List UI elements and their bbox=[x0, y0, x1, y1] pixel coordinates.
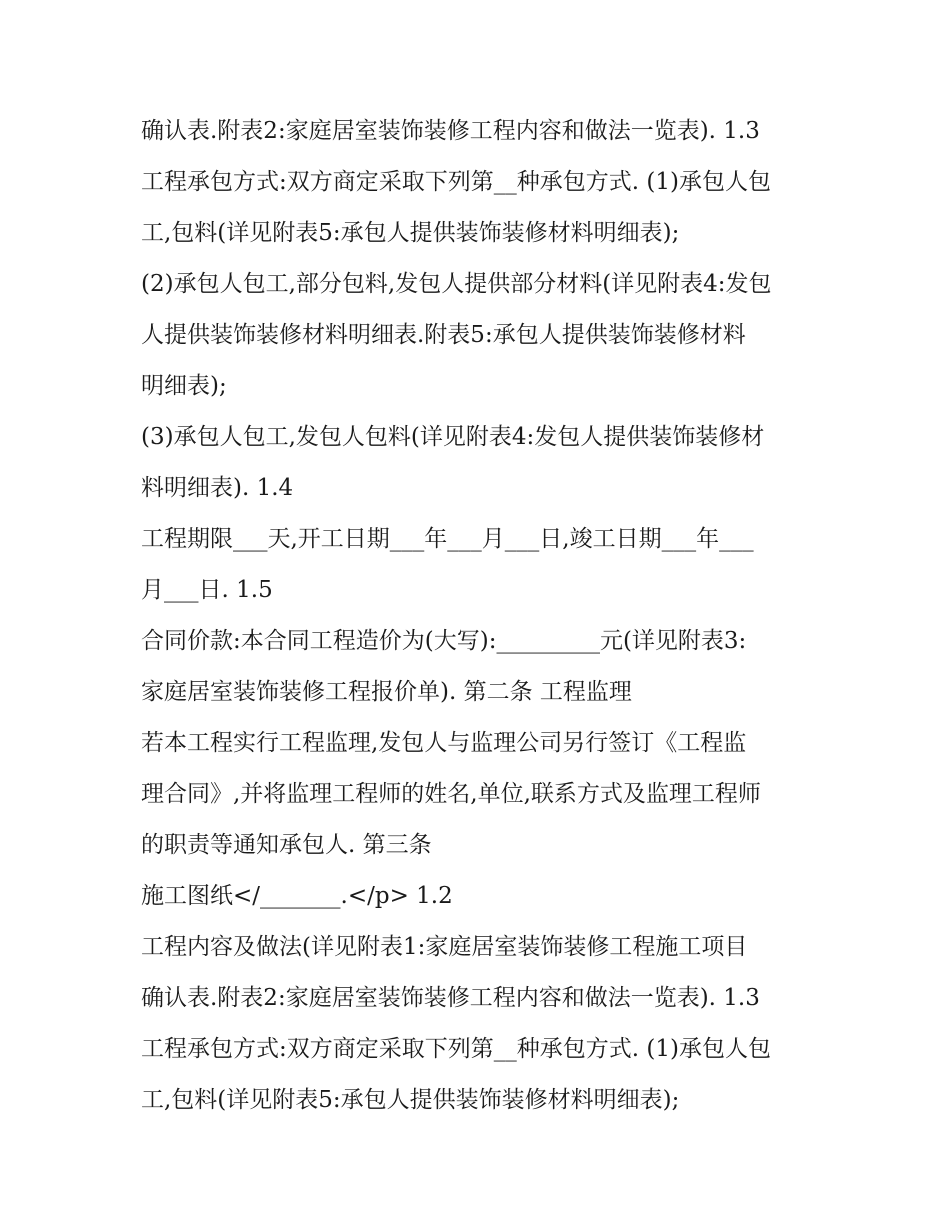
text-line: 工程期限___天,开工日期___年___月___日,竣工日期___年___ bbox=[141, 526, 754, 552]
text-line: 明细表); bbox=[141, 373, 227, 399]
text-line: 工,包料(详见附表5:承包人提供装饰装修材料明细表); bbox=[141, 220, 680, 246]
text-line: 工程承包方式:双方商定采取下列第__种承包方式. (1)承包人包 bbox=[141, 1036, 771, 1062]
text-line: 人提供装饰装修材料明细表.附表5:承包人提供装饰装修材料 bbox=[141, 322, 746, 348]
text-line: (2)承包人包工,部分包料,发包人提供部分材料(详见附表4:发包 bbox=[141, 271, 772, 297]
body-text bbox=[141, 106, 821, 1126]
text-line: 若本工程实行工程监理,发包人与监理公司另行签订《工程监 bbox=[141, 730, 747, 756]
text-line: 料明细表). 1.4 bbox=[141, 475, 294, 501]
text-line: 的职责等通知承包人. 第三条 bbox=[141, 832, 432, 858]
text-line: 月___日. 1.5 bbox=[141, 577, 273, 603]
text-line: 确认表.附表2:家庭居室装饰装修工程内容和做法一览表). 1.3 bbox=[141, 118, 760, 144]
text-line: 施工图纸</_______.</p> 1.2 bbox=[141, 883, 453, 909]
text-line: (3)承包人包工,发包人包料(详见附表4:发包人提供装饰装修材 bbox=[141, 424, 765, 450]
text-line: 工程承包方式:双方商定采取下列第__种承包方式. (1)承包人包 bbox=[141, 169, 771, 195]
text-line: 工程内容及做法(详见附表1:家庭居室装饰装修工程施工项目 bbox=[141, 934, 748, 960]
text-line: 理合同》,并将监理工程师的姓名,单位,联系方式及监理工程师 bbox=[141, 781, 761, 807]
text-line: 确认表.附表2:家庭居室装饰装修工程内容和做法一览表). 1.3 bbox=[141, 985, 760, 1011]
text-line: 工,包料(详见附表5:承包人提供装饰装修材料明细表); bbox=[141, 1087, 680, 1113]
text-line: 家庭居室装饰装修工程报价单). 第二条 工程监理 bbox=[141, 679, 632, 705]
text-line: 合同价款:本合同工程造价为(大写):_________元(详见附表3: bbox=[141, 628, 747, 654]
